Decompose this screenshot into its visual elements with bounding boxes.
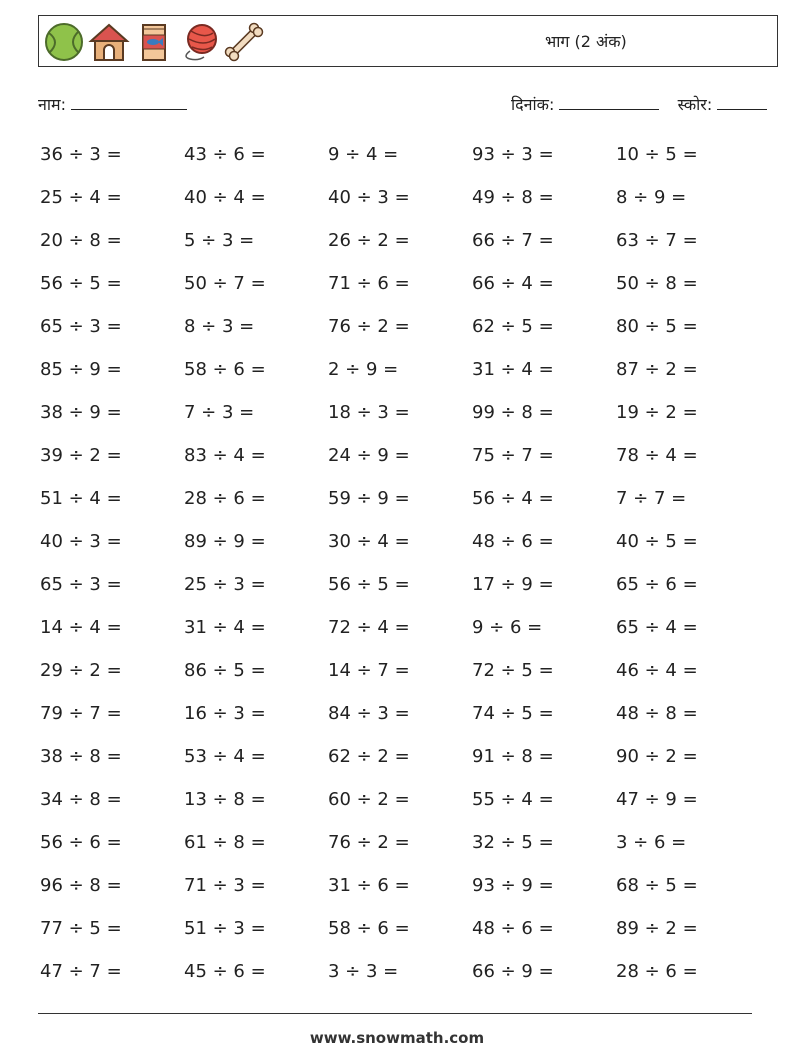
- date-blank[interactable]: [559, 95, 659, 110]
- problem-grid: [40, 141, 760, 1001]
- division-problem: 8 ÷ 3 =: [184, 316, 255, 337]
- division-problem: 49 ÷ 8 =: [472, 187, 554, 208]
- division-problem: 75 ÷ 7 =: [472, 445, 554, 466]
- division-problem: 2 ÷ 9 =: [328, 359, 399, 380]
- yarn-ball-icon: [178, 21, 220, 63]
- problem-row: [40, 485, 760, 528]
- division-problem: 65 ÷ 3 =: [40, 316, 122, 337]
- division-problem: 71 ÷ 3 =: [184, 875, 266, 896]
- footer-url: www.snowmath.com: [309, 1029, 485, 1047]
- division-problem: 53 ÷ 4 =: [184, 746, 266, 767]
- division-problem: 39 ÷ 2 =: [40, 445, 122, 466]
- division-problem: 7 ÷ 7 =: [616, 488, 687, 509]
- problem-row: [40, 571, 760, 614]
- division-problem: 47 ÷ 9 =: [616, 789, 698, 810]
- division-problem: 96 ÷ 8 =: [40, 875, 122, 896]
- division-problem: 34 ÷ 8 =: [40, 789, 122, 810]
- problem-row: [40, 872, 760, 915]
- division-problem: 68 ÷ 5 =: [616, 875, 698, 896]
- division-problem: 40 ÷ 3 =: [40, 531, 122, 552]
- division-problem: 62 ÷ 2 =: [328, 746, 410, 767]
- date-score-fields: [511, 93, 767, 115]
- division-problem: 56 ÷ 4 =: [472, 488, 554, 509]
- dog-house-icon: [88, 21, 130, 63]
- problem-row: [40, 313, 760, 356]
- division-problem: 9 ÷ 6 =: [472, 617, 543, 638]
- problem-row: [40, 700, 760, 743]
- division-problem: 48 ÷ 6 =: [472, 531, 554, 552]
- problem-row: [40, 356, 760, 399]
- division-problem: 72 ÷ 4 =: [328, 617, 410, 638]
- problem-row: [40, 227, 760, 270]
- division-problem: 56 ÷ 5 =: [40, 273, 122, 294]
- division-problem: 5 ÷ 3 =: [184, 230, 255, 251]
- division-problem: 83 ÷ 4 =: [184, 445, 266, 466]
- division-problem: 99 ÷ 8 =: [472, 402, 554, 423]
- division-problem: 7 ÷ 3 =: [184, 402, 255, 423]
- division-problem: 65 ÷ 4 =: [616, 617, 698, 638]
- division-problem: 28 ÷ 6 =: [184, 488, 266, 509]
- problem-row: [40, 829, 760, 872]
- division-problem: 14 ÷ 7 =: [328, 660, 410, 681]
- division-problem: 17 ÷ 9 =: [472, 574, 554, 595]
- division-problem: 89 ÷ 9 =: [184, 531, 266, 552]
- division-problem: 40 ÷ 4 =: [184, 187, 266, 208]
- worksheet-title: भाग (2 अंक): [545, 32, 627, 51]
- header-box: [38, 15, 778, 67]
- division-problem: 26 ÷ 2 =: [328, 230, 410, 251]
- name-field: [38, 93, 187, 115]
- division-problem: 31 ÷ 4 =: [184, 617, 266, 638]
- problem-row: [40, 442, 760, 485]
- tennis-ball-icon: [43, 21, 85, 63]
- division-problem: 31 ÷ 4 =: [472, 359, 554, 380]
- division-problem: 40 ÷ 5 =: [616, 531, 698, 552]
- score-label: स्कोर:: [677, 95, 713, 114]
- division-problem: 45 ÷ 6 =: [184, 961, 266, 982]
- division-problem: 58 ÷ 6 =: [328, 918, 410, 939]
- score-blank[interactable]: [717, 95, 767, 110]
- division-problem: 77 ÷ 5 =: [40, 918, 122, 939]
- bone-icon: [223, 21, 265, 63]
- division-problem: 50 ÷ 7 =: [184, 273, 266, 294]
- division-problem: 76 ÷ 2 =: [328, 316, 410, 337]
- division-problem: 25 ÷ 4 =: [40, 187, 122, 208]
- division-problem: 91 ÷ 8 =: [472, 746, 554, 767]
- division-problem: 50 ÷ 8 =: [616, 273, 698, 294]
- division-problem: 13 ÷ 8 =: [184, 789, 266, 810]
- division-problem: 16 ÷ 3 =: [184, 703, 266, 724]
- name-label: नाम:: [38, 95, 66, 114]
- division-problem: 9 ÷ 4 =: [328, 144, 399, 165]
- division-problem: 38 ÷ 8 =: [40, 746, 122, 767]
- footer-divider: [38, 1013, 752, 1014]
- division-problem: 32 ÷ 5 =: [472, 832, 554, 853]
- division-problem: 43 ÷ 6 =: [184, 144, 266, 165]
- problem-row: [40, 657, 760, 700]
- division-problem: 10 ÷ 5 =: [616, 144, 698, 165]
- division-problem: 55 ÷ 4 =: [472, 789, 554, 810]
- division-problem: 63 ÷ 7 =: [616, 230, 698, 251]
- division-problem: 36 ÷ 3 =: [40, 144, 122, 165]
- division-problem: 79 ÷ 7 =: [40, 703, 122, 724]
- problem-row: [40, 528, 760, 571]
- problem-row: [40, 958, 760, 1001]
- division-problem: 66 ÷ 4 =: [472, 273, 554, 294]
- division-problem: 48 ÷ 8 =: [616, 703, 698, 724]
- division-problem: 18 ÷ 3 =: [328, 402, 410, 423]
- division-problem: 24 ÷ 9 =: [328, 445, 410, 466]
- division-problem: 66 ÷ 7 =: [472, 230, 554, 251]
- division-problem: 28 ÷ 6 =: [616, 961, 698, 982]
- division-problem: 84 ÷ 3 =: [328, 703, 410, 724]
- division-problem: 20 ÷ 8 =: [40, 230, 122, 251]
- division-problem: 87 ÷ 2 =: [616, 359, 698, 380]
- problem-row: [40, 915, 760, 958]
- header-icons: [43, 21, 265, 63]
- problem-row: [40, 614, 760, 657]
- division-problem: 65 ÷ 6 =: [616, 574, 698, 595]
- division-problem: 56 ÷ 6 =: [40, 832, 122, 853]
- division-problem: 66 ÷ 9 =: [472, 961, 554, 982]
- division-problem: 71 ÷ 6 =: [328, 273, 410, 294]
- division-problem: 40 ÷ 3 =: [328, 187, 410, 208]
- division-problem: 56 ÷ 5 =: [328, 574, 410, 595]
- division-problem: 30 ÷ 4 =: [328, 531, 410, 552]
- date-label: दिनांक:: [511, 95, 555, 114]
- fish-food-bag-icon: [133, 21, 175, 63]
- division-problem: 3 ÷ 3 =: [328, 961, 399, 982]
- division-problem: 93 ÷ 9 =: [472, 875, 554, 896]
- division-problem: 25 ÷ 3 =: [184, 574, 266, 595]
- division-problem: 62 ÷ 5 =: [472, 316, 554, 337]
- division-problem: 47 ÷ 7 =: [40, 961, 122, 982]
- division-problem: 93 ÷ 3 =: [472, 144, 554, 165]
- division-problem: 48 ÷ 6 =: [472, 918, 554, 939]
- division-problem: 74 ÷ 5 =: [472, 703, 554, 724]
- problem-row: [40, 184, 760, 227]
- division-problem: 80 ÷ 5 =: [616, 316, 698, 337]
- division-problem: 89 ÷ 2 =: [616, 918, 698, 939]
- problem-row: [40, 743, 760, 786]
- division-problem: 78 ÷ 4 =: [616, 445, 698, 466]
- division-problem: 8 ÷ 9 =: [616, 187, 687, 208]
- division-problem: 59 ÷ 9 =: [328, 488, 410, 509]
- division-problem: 19 ÷ 2 =: [616, 402, 698, 423]
- division-problem: 65 ÷ 3 =: [40, 574, 122, 595]
- name-blank[interactable]: [71, 95, 187, 110]
- problem-row: [40, 786, 760, 829]
- division-problem: 90 ÷ 2 =: [616, 746, 698, 767]
- problem-row: [40, 270, 760, 313]
- division-problem: 60 ÷ 2 =: [328, 789, 410, 810]
- division-problem: 14 ÷ 4 =: [40, 617, 122, 638]
- problem-row: [40, 399, 760, 442]
- division-problem: 76 ÷ 2 =: [328, 832, 410, 853]
- division-problem: 3 ÷ 6 =: [616, 832, 687, 853]
- division-problem: 38 ÷ 9 =: [40, 402, 122, 423]
- division-problem: 51 ÷ 4 =: [40, 488, 122, 509]
- problem-row: [40, 141, 760, 184]
- division-problem: 58 ÷ 6 =: [184, 359, 266, 380]
- division-problem: 61 ÷ 8 =: [184, 832, 266, 853]
- division-problem: 29 ÷ 2 =: [40, 660, 122, 681]
- division-problem: 86 ÷ 5 =: [184, 660, 266, 681]
- division-problem: 72 ÷ 5 =: [472, 660, 554, 681]
- division-problem: 46 ÷ 4 =: [616, 660, 698, 681]
- division-problem: 51 ÷ 3 =: [184, 918, 266, 939]
- division-problem: 85 ÷ 9 =: [40, 359, 122, 380]
- division-problem: 31 ÷ 6 =: [328, 875, 410, 896]
